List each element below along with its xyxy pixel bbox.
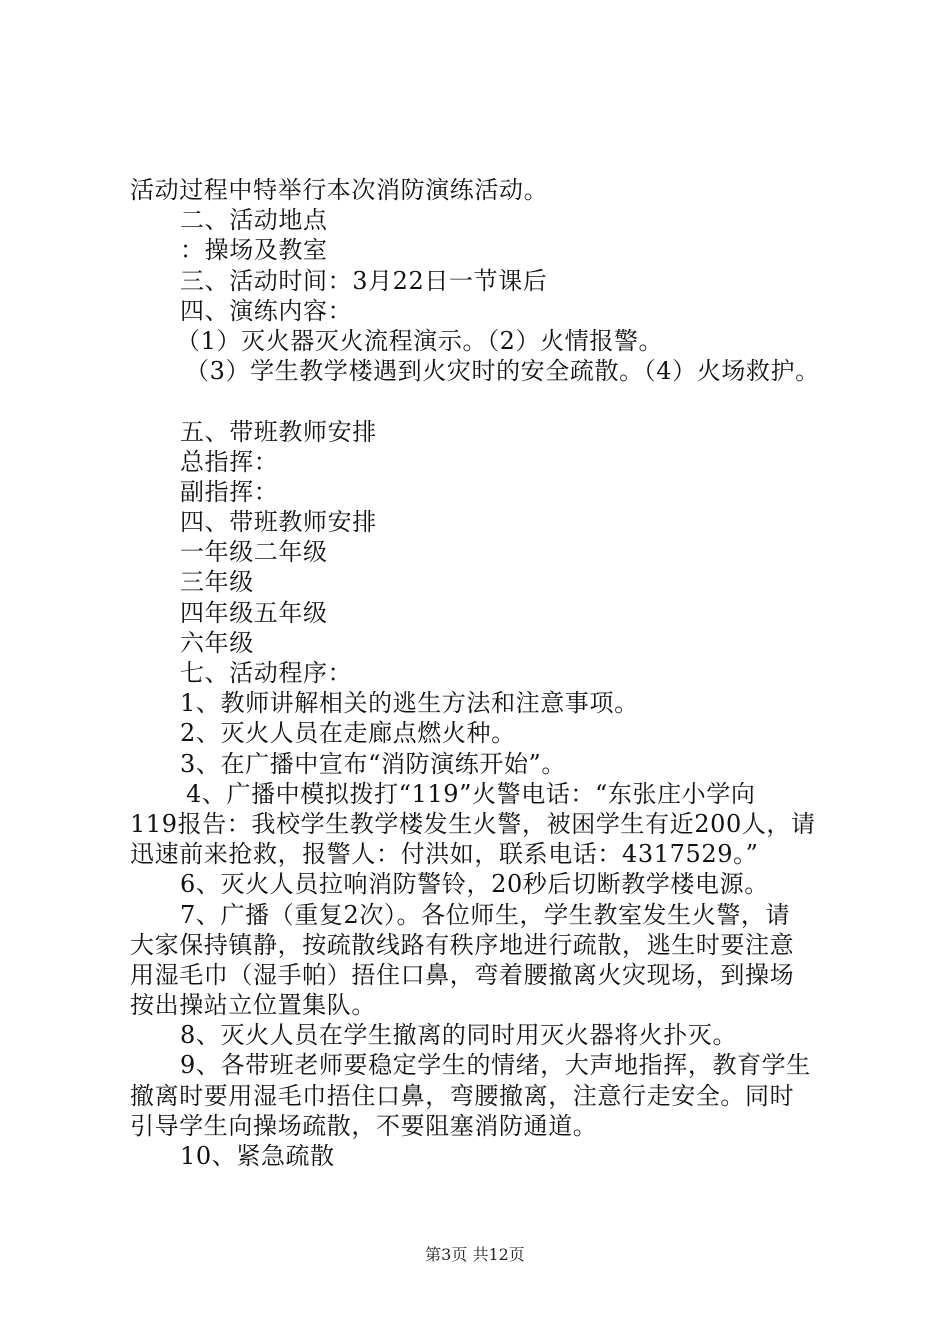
text-line: 按出操站立位置集队。: [130, 991, 376, 1020]
list-item: 10、紧急疏散: [180, 1142, 335, 1170]
list-item: 2、灭火人员在走廊点燃火种。: [180, 719, 516, 748]
list-item: 1、教师讲解相关的逃生方法和注意事项。: [180, 689, 639, 718]
text-line: （3）学生教学楼遇到火灾时的安全疏散。（4）火场救护。: [185, 357, 820, 386]
text-line: 总指挥：: [180, 447, 279, 476]
list-item: 3、在广播中宣布“消防演练开始”。: [180, 749, 567, 778]
text-line: ：操场及教室: [180, 236, 328, 265]
section-heading: 三、活动时间：3月22日一节课后: [180, 266, 548, 295]
text-line: 撤离时要用湿毛巾捂住口鼻，弯腰撤离，注意行走安全。同时: [130, 1081, 795, 1110]
section-heading: 四、演练内容：: [180, 296, 353, 325]
text-line: 用湿毛巾（湿手帕）捂住口鼻，弯着腰撤离火灾现场，到操场: [130, 960, 795, 989]
text-line: 副指挥：: [180, 477, 279, 506]
list-item: 6、灭火人员拉响消防警铃，20秒后切断教学楼电源。: [180, 870, 769, 899]
section-heading: 四、带班教师安排: [180, 508, 377, 537]
text-line: （1）灭火器灭火流程演示。（2）火情报警。: [176, 326, 664, 355]
text-line: 活动过程中特举行本次消防演练活动。: [130, 176, 549, 204]
text-line: 引导学生向操场疏散，不要阻塞消防通道。: [130, 1111, 598, 1140]
section-heading: 二、活动地点: [180, 206, 328, 235]
text-line: 三年级: [180, 568, 254, 597]
document-body: [130, 175, 835, 1171]
text-line: 迅速前来抢救，报警人：付洪如，联系电话：4317529。”: [130, 840, 759, 869]
list-item: 7、广播（重复2次）。各位师生，学生教室发生火警，请: [180, 900, 791, 929]
list-item: 8、灭火人员在学生撤离的同时用灭火器将火扑灭。: [180, 1021, 738, 1050]
list-item: 4、广播中模拟拨打“119”火警电话：“东张庄小学向: [186, 779, 756, 808]
page-footer: 第3页 共12页: [425, 1245, 525, 1264]
text-line: 119报告：我校学生教学楼发生火警，被困学生有近200人，请: [130, 809, 816, 838]
text-line: 大家保持镇静，按疏散线路有秩序地进行疏散，逃生时要注意: [130, 930, 795, 959]
text-line: 四年级五年级: [180, 598, 328, 627]
blank-line: [130, 386, 835, 416]
section-heading: 七、活动程序：: [180, 659, 353, 687]
text-line: 六年级: [180, 628, 254, 657]
list-item: 9、各带班老师要稳定学生的情绪，大声地指挥，教育学生: [180, 1051, 811, 1080]
section-heading: 五、带班教师安排: [180, 417, 377, 446]
text-line: 一年级二年级: [180, 538, 328, 567]
